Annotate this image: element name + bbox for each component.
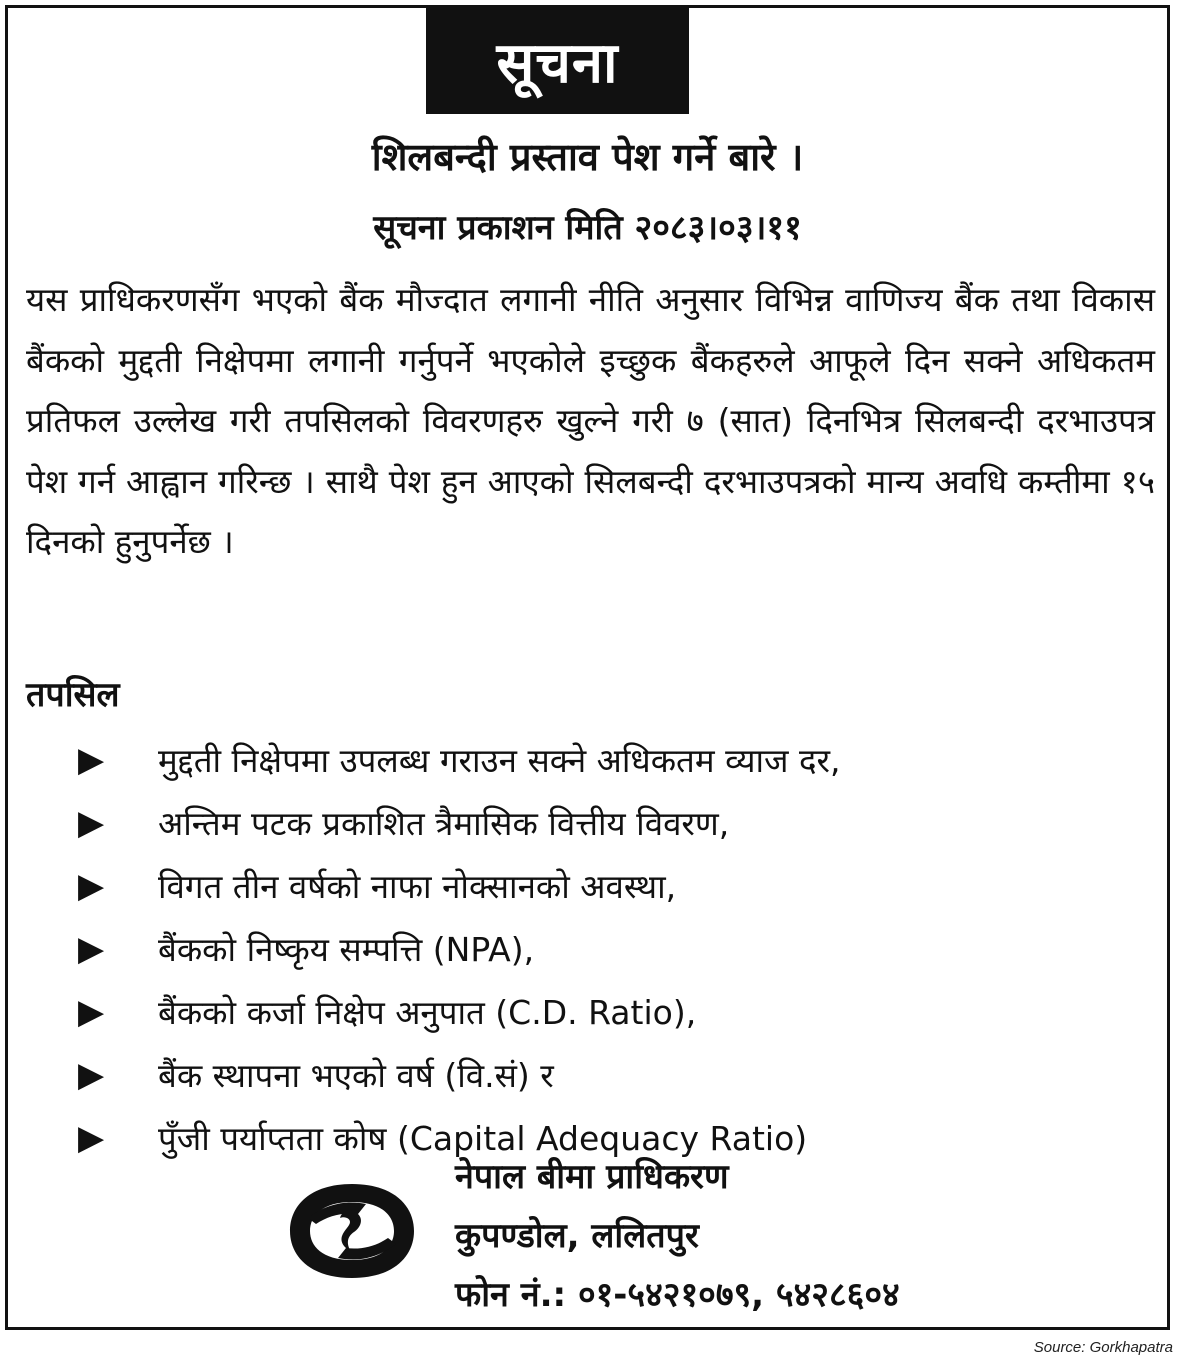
detail-text: विगत तीन वर्षको नाफा नोक्सानको अवस्था,: [158, 867, 677, 906]
list-item: [78, 980, 841, 1043]
detail-text: मुद्दती निक्षेपमा उपलब्ध गराउन सक्ने अधिकतम व्याज दर,: [158, 741, 841, 780]
organization-address: कुपण्डोल, ललितपुर: [455, 1216, 699, 1256]
organization-phone: फोन नं.: ०१-५४२१०७९, ५४२८६०४: [455, 1275, 900, 1315]
list-item: [78, 917, 841, 980]
detail-text: बैंक स्थापना भएको वर्ष (वि.सं) र: [158, 1056, 554, 1095]
notice-body: यस प्राधिकरणसँग भएको बैंक मौज्दात लगानी नीति अनुसार विभिन्न वाणिज्य बैंक तथा विकास बैंकको मुद्दती निक्षेपमा लगानी गर्नुपर्ने भएकोले इच्छुक बैंकहरुले आफूले दिन सक्ने अधिकतम प्रतिफल उल्लेख गरी तपसिलको विवरणहरु खुल्ने गरी ७ (सात) दिनभित्र सिलबन्दी दरभाउपत्र पेश गर्न आह्वान गरिन्छ । साथै पेश हुन आएको सिलबन्दी दरभाउपत्रको मान्य अवधि कम्तीमा १५ दिनको हुनुपर्नेछ ।: [26, 280, 1155, 561]
list-item: [78, 854, 841, 917]
source-credit: Source: Gorkhapatra: [1033, 1339, 1173, 1356]
bullet-arrow-icon: ▶: [78, 1054, 105, 1095]
bullet-arrow-icon: ▶: [78, 1117, 105, 1158]
bullet-arrow-icon: ▶: [78, 865, 105, 906]
organization-name: नेपाल बीमा प्राधिकरण: [455, 1157, 729, 1197]
list-item: [78, 728, 841, 791]
organization-block: [455, 1148, 900, 1325]
details-heading: तपसिल: [26, 675, 120, 715]
bullet-arrow-icon: ▶: [78, 928, 105, 969]
details-list: [78, 728, 841, 1169]
bullet-arrow-icon: ▶: [78, 991, 105, 1032]
publication-date: सूचना प्रकाशन मिति २०८३।०३।११: [373, 208, 802, 248]
detail-text: बैंकको निष्कृय सम्पत्ति (NPA),: [158, 930, 535, 969]
notice-subject: शिलबन्दी प्रस्ताव पेश गर्ने बारे ।: [371, 135, 804, 179]
bullet-arrow-icon: ▶: [78, 802, 105, 843]
detail-text: बैंकको कर्जा निक्षेप अनुपात (C.D. Ratio),: [158, 993, 697, 1032]
detail-text: अन्तिम पटक प्रकाशित त्रैमासिक वित्तीय विवरण,: [158, 804, 730, 843]
insurance-authority-logo-icon: [286, 1180, 418, 1282]
bullet-arrow-icon: ▶: [78, 739, 105, 780]
list-item: [78, 1043, 841, 1106]
detail-text: पुँजी पर्याप्तता कोष (Capital Adequacy Ratio): [158, 1119, 808, 1158]
notice-title: सूचना: [426, 8, 689, 114]
notice-frame: [5, 5, 1170, 1330]
list-item: [78, 791, 841, 854]
